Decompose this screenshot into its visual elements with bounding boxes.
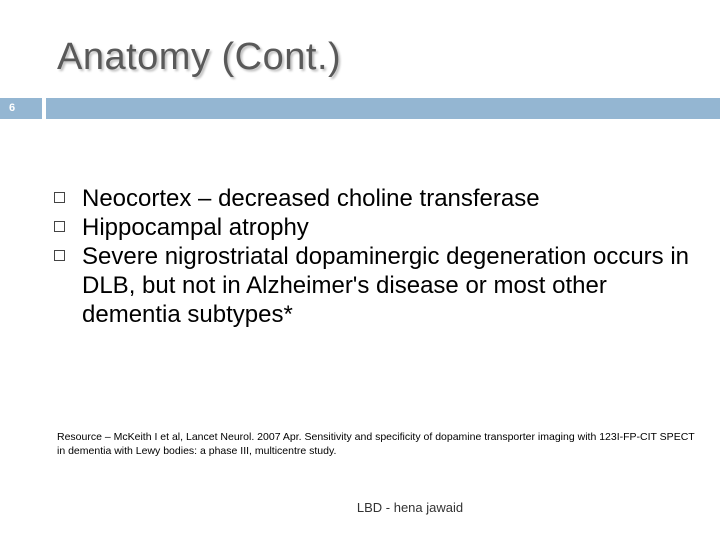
slide-title: Anatomy (Cont.) [57,36,342,78]
slide-number: 6 [9,102,16,114]
resource-citation: Resource – McKeith I et al, Lancet Neurol. 2007 Apr. Sensitivity and specificity of dopamine transporter imaging with 123I-FP-CIT SPECT in dementia with Lewy bodies: a phase III, multicentre study. [57,431,695,457]
bullet-text: Severe nigrostriatal dopaminergic degeneration occurs in DLB, but not in Alzheimer's disease or most other dementia subtypes* [82,243,690,328]
accent-band [46,98,720,119]
slide-number-badge [0,98,42,119]
slide-footer: LBD - hena jawaid [356,500,464,515]
bullet-item [54,213,694,242]
bullet-item [54,242,694,329]
bullet-list [54,184,694,329]
bullet-item [54,184,694,213]
square-bullet-icon [54,192,65,203]
bullet-text: Neocortex – decreased choline transferase [82,185,540,212]
bullet-text: Hippocampal atrophy [82,214,309,241]
square-bullet-icon [54,250,65,261]
square-bullet-icon [54,221,65,232]
